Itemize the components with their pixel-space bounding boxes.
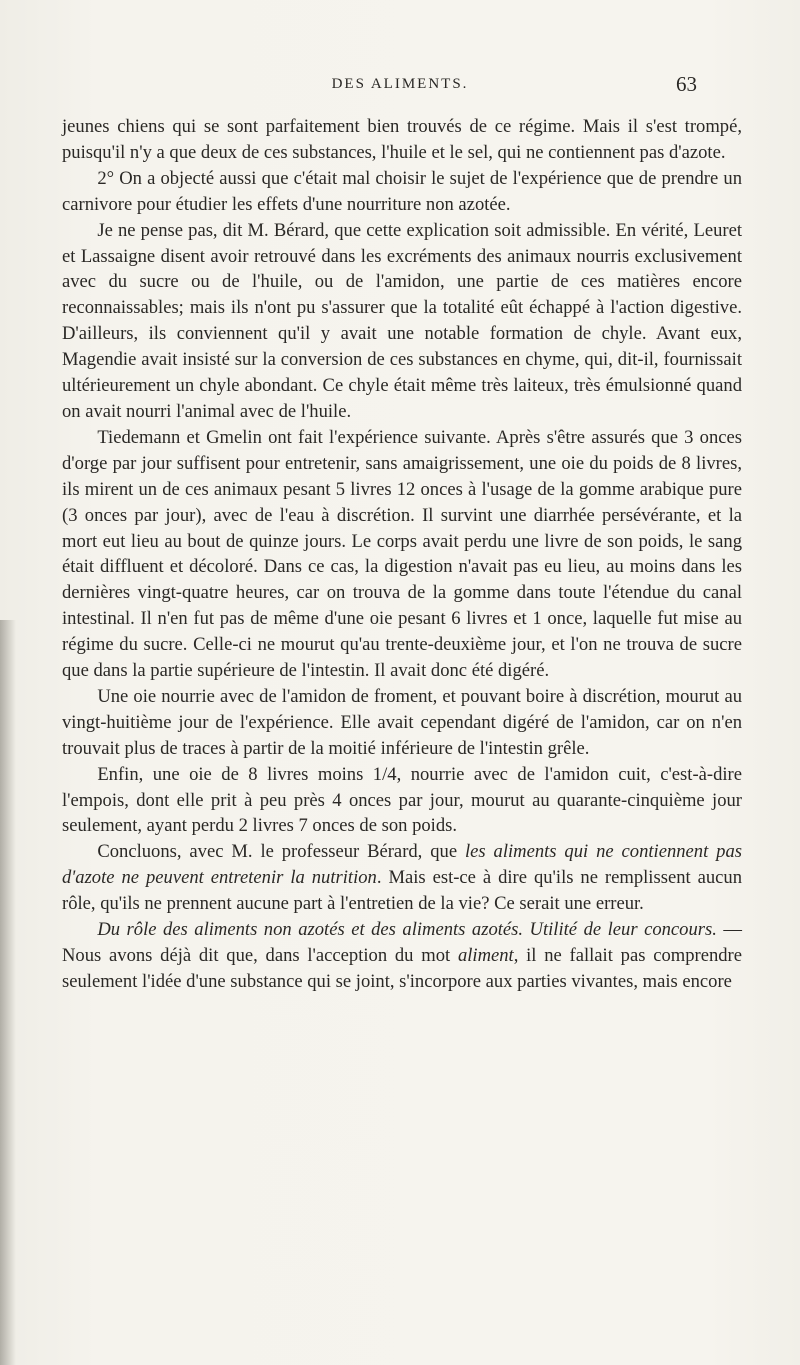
paragraph — [62, 917, 742, 995]
text-run: Une oie nourrie avec de l'amidon de froment, et pouvant boire à discrétion, mourut au vingt-huitième jour de l'expérience. Elle avait cependant digéré de l'amidon, car on n'en trouvait plus de traces à partir de la moitié inférieure de l'intestin grêle. — [62, 685, 742, 759]
body-text — [62, 114, 742, 995]
text-run: . Mais est-ce à dire qu'ils ne remplissent aucun rôle, qu'ils ne prennent aucune part à l'entretien de la vie? Ce serait une erreur. — [62, 867, 743, 915]
text-run: Tiedemann et Gmelin ont fait l'expérience suivante. Après s'être assurés que 3 onces d'orge par jour suffisent pour entretenir, sans amaigrissement, une oie du poids de 8 livres, ils mirent un de ces animaux pesant 5 livres 12 onces à l'usage de la gomme arabique pure (3 onces par jour), avec de l'eau à discrétion. Il survint une diarrhée persévérante, et la mort eut lieu au bout de quinze jours. Le corps avait perdu une livre de son poids, le sang était diffluent et décoloré. Dans ce cas, la digestion n'avait pas eu lieu, au moins dans les dernières vingt-quatre heures, car on trouva de la gomme dans toute l'étendue du canal intestinal. Il n'en fut pas de même d'une oie pesant 6 livres et 1 once, laquelle fut mise au régime du sucre. Celle-ci ne mourut qu'au trente-deuxième jour, et l'on ne trouva de sucre que dans la partie supérieure de l'intestin. Il avait donc été digéré. — [62, 426, 742, 682]
paragraph — [62, 839, 742, 917]
page-number: 63 — [676, 72, 697, 96]
text-run: , il ne fallait pas comprendre seulement l'idée d'une substance qui se joint, s'incorpore aux parties vivantes, mais encore — [62, 945, 742, 992]
text-run: jeunes chiens qui se sont parfaitement bien trouvés de ce régime. Mais il s'est trompé, puisqu'il n'y a que deux de ces substances, l'huile et le sel, qui ne contiennent pas d'azote. — [62, 116, 742, 163]
text-run: Enfin, une oie de 8 livres moins 1/4, nourrie avec de l'amidon cuit, c'est-à-dire l'empois, dont elle prit à peu près 4 onces par jour, mourut au quarante-cinquième jour seulement, ayant perdu 2 livres 7 onces de son poids. — [62, 763, 742, 837]
page-edge-shadow — [0, 620, 16, 1365]
text-run: Je ne pense pas, dit M. Bérard, que cette explication soit admissible. En vérité, Leuret et Lassaigne disent avoir retrouvé dans les excréments des animaux nourris exclusivement avec du sucre ou de l'huile, ou de l'amidon, une partie de ces matières encore reconnaissables; mais ils n'ont pu s'assurer que la totalité eût échappé à l'action digestive. D'ailleurs, ils conviennent qu'il y avait une notable formation de chyle. Avant eux, Magendie avait insisté sur la conversion de ces substances en chyme, qui, dit-il, fournissait ultérieurement un chyle abondant. Ce chyle était même très laiteux, très émulsionné quand on avait nourri l'animal avec de l'huile. — [62, 219, 742, 422]
paragraph — [62, 684, 742, 762]
text-run: 2° On a objecté aussi que c'était mal choisir le sujet de l'expérience que de prendre un carnivore pour étudier les effets d'une nourriture non azotée. — [62, 167, 742, 215]
text-run: Concluons, avec M. le professeur Bérard, que — [97, 841, 465, 863]
paragraph — [62, 114, 742, 166]
paragraph — [62, 218, 742, 425]
running-head: DES ALIMENTS. — [331, 76, 469, 92]
italic-text: aliment — [457, 945, 514, 966]
page-header — [0, 72, 800, 96]
paragraph — [62, 762, 742, 840]
text-run: — Nous avons déjà dit que, dans l'acception du mot — [62, 919, 742, 966]
italic-text: Du rôle des aliments non azotés et des aliments azotés. Utilité de leur concours. — [97, 919, 717, 941]
paragraph — [62, 166, 742, 218]
italic-text: les aliments qui ne contiennent pas d'azote ne peuvent entretenir la nutrition — [62, 841, 742, 889]
paragraph — [62, 425, 742, 684]
